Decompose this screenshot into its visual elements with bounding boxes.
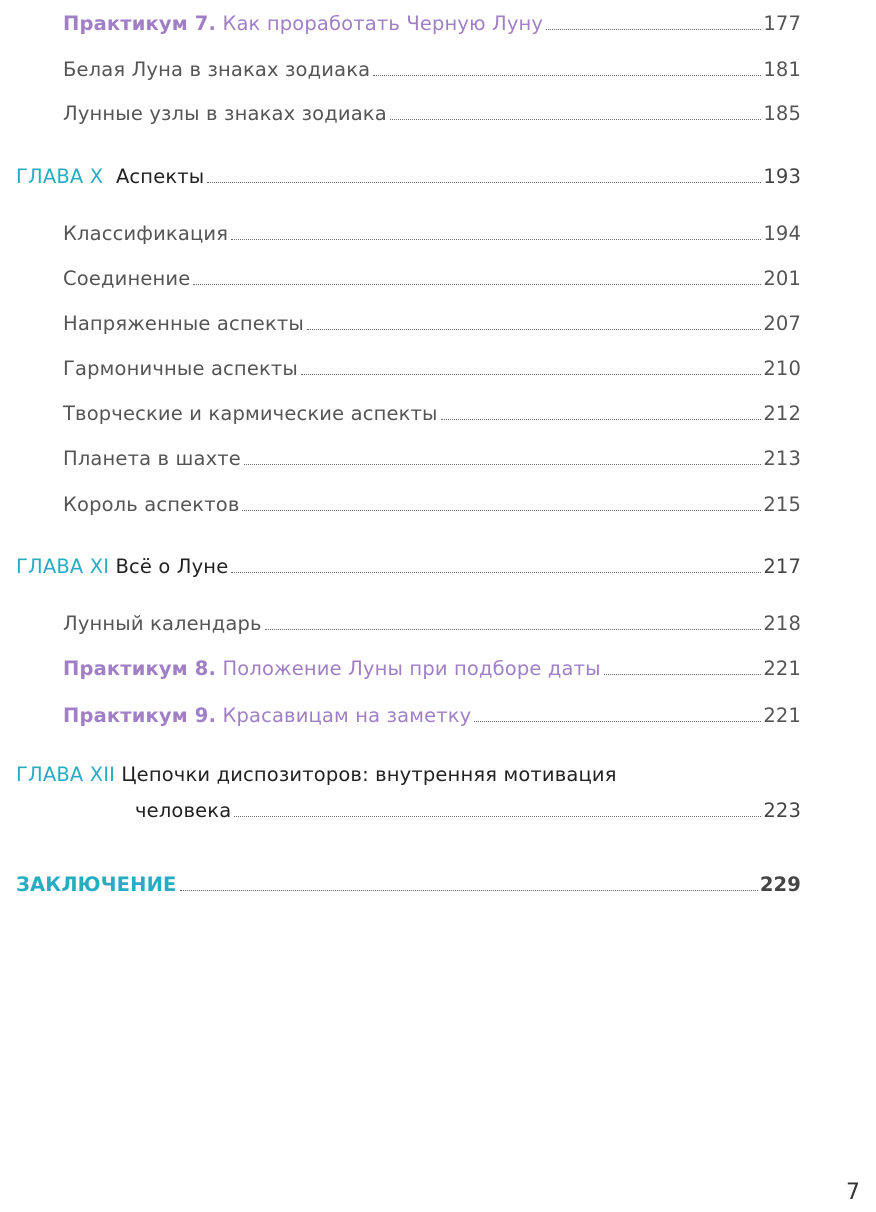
page-ref: 194 <box>763 222 801 245</box>
toc-entry-lunar-nodes[interactable] <box>0 96 801 126</box>
dot-leader <box>207 182 761 183</box>
page-ref: 229 <box>759 873 801 896</box>
chapter-title: Аспекты <box>115 165 205 188</box>
dot-leader <box>373 75 761 76</box>
entry-title: Король аспектов <box>63 493 240 516</box>
chapter-label: ГЛАВА XII <box>16 763 116 786</box>
dot-leader <box>234 816 761 817</box>
entry-title: Лунный календарь <box>63 612 262 635</box>
dot-leader <box>546 29 761 30</box>
page-ref: 223 <box>763 799 801 822</box>
toc-entry-king-of-aspects[interactable] <box>0 487 801 517</box>
entry-title: Классификация <box>63 222 229 245</box>
chapter-title-continued: человека <box>135 799 232 822</box>
dot-leader <box>180 890 758 891</box>
page-number: 7 <box>846 1180 860 1205</box>
dot-leader <box>474 721 761 722</box>
dot-leader <box>242 510 761 511</box>
entry-title: Напряженные аспекты <box>63 312 304 335</box>
page-ref: 210 <box>763 357 801 380</box>
dot-leader <box>441 419 762 420</box>
toc-entry-conjunction[interactable] <box>0 261 801 291</box>
chapter-label: ГЛАВА XI <box>16 555 110 578</box>
toc-entry-harmonic-aspects[interactable] <box>0 351 801 381</box>
toc-entry-lunar-calendar[interactable] <box>0 606 801 636</box>
page-ref: 185 <box>763 102 801 125</box>
toc-entry-practicum-7[interactable] <box>0 6 801 36</box>
page-ref: 215 <box>763 493 801 516</box>
toc-entry-practicum-9[interactable] <box>0 698 801 728</box>
page-ref: 201 <box>763 267 801 290</box>
page-ref: 193 <box>763 165 801 188</box>
page-ref: 218 <box>763 612 801 635</box>
toc-entry-practicum-8[interactable] <box>0 651 801 681</box>
page-ref: 207 <box>763 312 801 335</box>
page-ref: 212 <box>763 402 801 425</box>
toc-chapter-12-line2[interactable] <box>0 793 801 823</box>
page-ref: 217 <box>763 555 801 578</box>
dot-leader <box>244 464 761 465</box>
dot-leader <box>193 284 761 285</box>
toc-entry-planet-in-shaft[interactable] <box>0 441 801 471</box>
toc-entry-classification[interactable] <box>0 216 801 246</box>
page-ref: 177 <box>763 12 801 35</box>
chapter-title: Всё о Луне <box>115 555 229 578</box>
entry-title: Положение Луны при подборе даты <box>222 657 601 680</box>
dot-leader <box>231 239 761 240</box>
entry-title: Творческие и кармические аспекты <box>63 402 438 425</box>
dot-leader <box>231 572 761 573</box>
entry-title: Красавицам на заметку <box>222 704 472 727</box>
toc-entry-white-moon[interactable] <box>0 52 801 82</box>
conclusion-title: ЗАКЛЮЧЕНИЕ <box>16 873 177 896</box>
page-ref: 221 <box>763 704 801 727</box>
practicum-label: Практикум 7. <box>63 12 217 35</box>
chapter-label: ГЛАВА X <box>16 165 104 188</box>
entry-title: Планета в шахте <box>63 447 241 470</box>
dot-leader <box>307 329 761 330</box>
chapter-title: Цепочки диспозиторов: внутренняя мотивация <box>121 763 617 786</box>
dot-leader <box>604 674 762 675</box>
toc-chapter-11[interactable] <box>0 549 801 579</box>
toc-chapter-10[interactable] <box>0 159 801 189</box>
entry-title: Как проработать Черную Луну <box>222 12 544 35</box>
entry-title: Белая Луна в знаках зодиака <box>63 58 371 81</box>
entry-title: Лунные узлы в знаках зодиака <box>63 102 387 125</box>
toc-entry-tense-aspects[interactable] <box>0 306 801 336</box>
toc-conclusion[interactable] <box>0 867 801 897</box>
entry-title: Соединение <box>63 267 191 290</box>
practicum-label: Практикум 8. <box>63 657 217 680</box>
dot-leader <box>301 374 761 375</box>
page-ref: 181 <box>763 58 801 81</box>
page-ref: 213 <box>763 447 801 470</box>
dot-leader <box>390 119 762 120</box>
dot-leader <box>265 629 762 630</box>
toc-entry-creative-karmic-aspects[interactable] <box>0 396 801 426</box>
page-ref: 221 <box>763 657 801 680</box>
toc-chapter-12-line1[interactable] <box>16 763 617 787</box>
entry-title: Гармоничные аспекты <box>63 357 298 380</box>
practicum-label: Практикум 9. <box>63 704 217 727</box>
